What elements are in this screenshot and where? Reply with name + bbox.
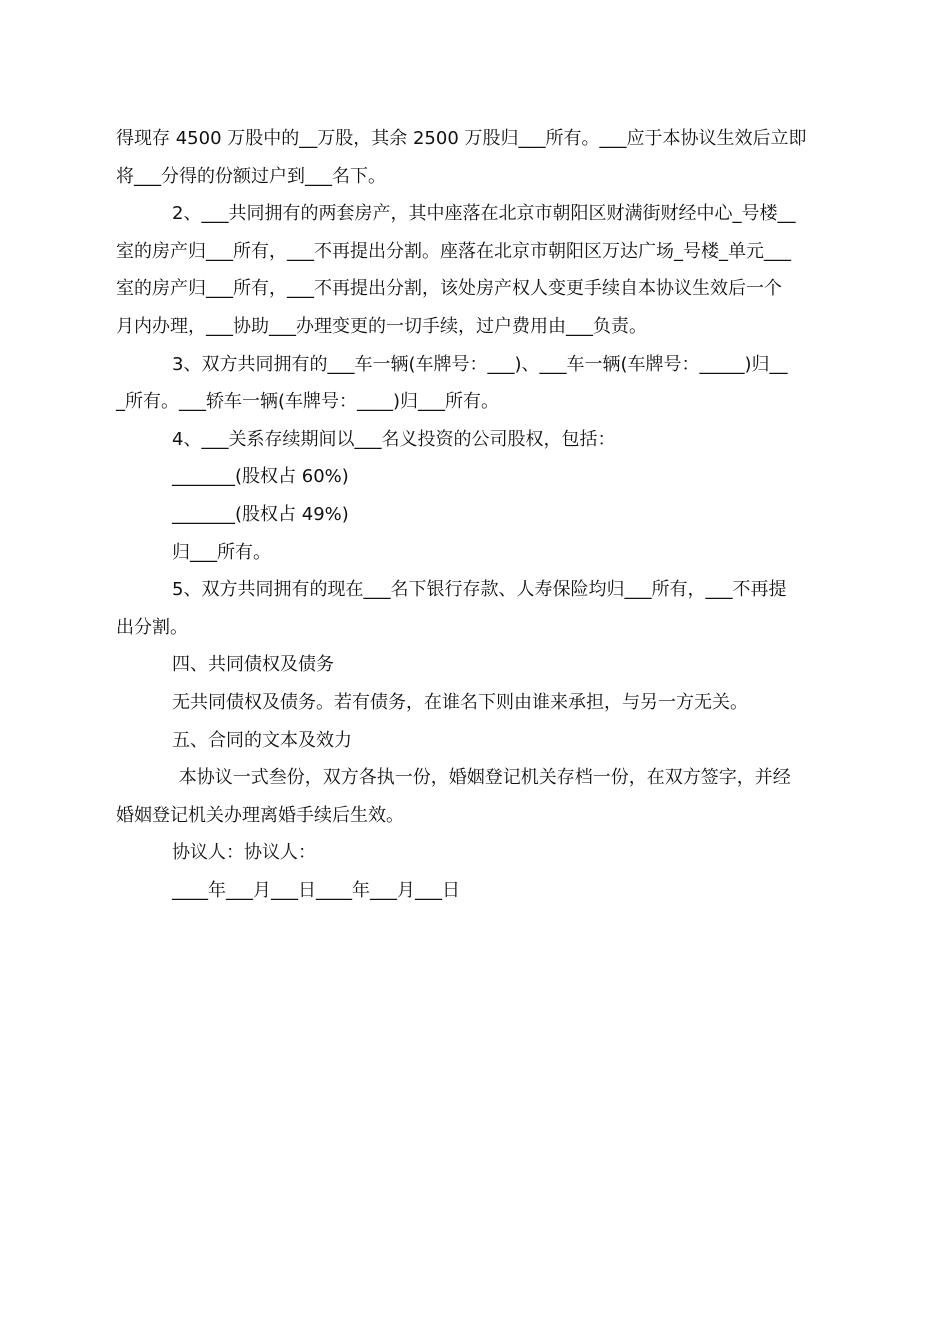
text-line: 婚姻登记机关办理离婚手续后生效。 xyxy=(116,804,404,826)
text-line: 本协议一式叁份，双方各执一份，婚姻登记机关存档一份，在双方签字，并经 xyxy=(173,767,791,789)
text-line: 室的房产归___所有，___不再提出分割，该处房产权人变更手续自本协议生效后一个 xyxy=(116,278,782,300)
signatories-line: 协议人：协议人： xyxy=(172,842,316,864)
text-line: 室的房产归___所有，___不再提出分割。座落在北京市朝阳区万达广场_号楼_单元___ xyxy=(116,240,791,262)
section-heading: 四、共同债权及债务 xyxy=(172,654,334,676)
text-line: 出分割。 xyxy=(116,616,188,638)
text-line: 无共同债权及债务。若有债务，在谁名下则由谁来承担，与另一方无关。 xyxy=(172,691,748,713)
text-line: _所有。___轿车一辆(车牌号：____)归___所有。 xyxy=(116,391,500,413)
date-line: ____年___月___日____年___月___日 xyxy=(172,879,460,901)
text-line: 将___分得的份额过户到___名下。 xyxy=(116,165,386,187)
text-line: 归___所有。 xyxy=(172,541,271,563)
clause-2-line: 2、___共同拥有的两套房产，其中座落在北京市朝阳区财满街财经中心_号楼__ xyxy=(172,203,796,225)
clause-4-line: 4、___关系存续期间以___名义投资的公司股权，包括： xyxy=(172,428,616,450)
document-body xyxy=(116,120,836,909)
text-line: 得现存 4500 万股中的__万股，其余 2500 万股归___所有。___应于本协议生效后立即 xyxy=(116,128,807,149)
equity-item: _______(股权占 60%) xyxy=(172,466,349,488)
section-heading: 五、合同的文本及效力 xyxy=(172,729,352,751)
clause-5-line: 5、双方共同拥有的现在___名下银行存款、人寿保险均归___所有，___不再提 xyxy=(172,579,787,601)
text-line: 月内办理，___协助___办理变更的一切手续，过户费用由___负责。 xyxy=(116,315,647,337)
equity-item: _______(股权占 49%) xyxy=(172,503,349,525)
clause-3-line: 3、双方共同拥有的___车一辆(车牌号：___)、___车一辆(车牌号：_____)归__ xyxy=(172,353,788,375)
